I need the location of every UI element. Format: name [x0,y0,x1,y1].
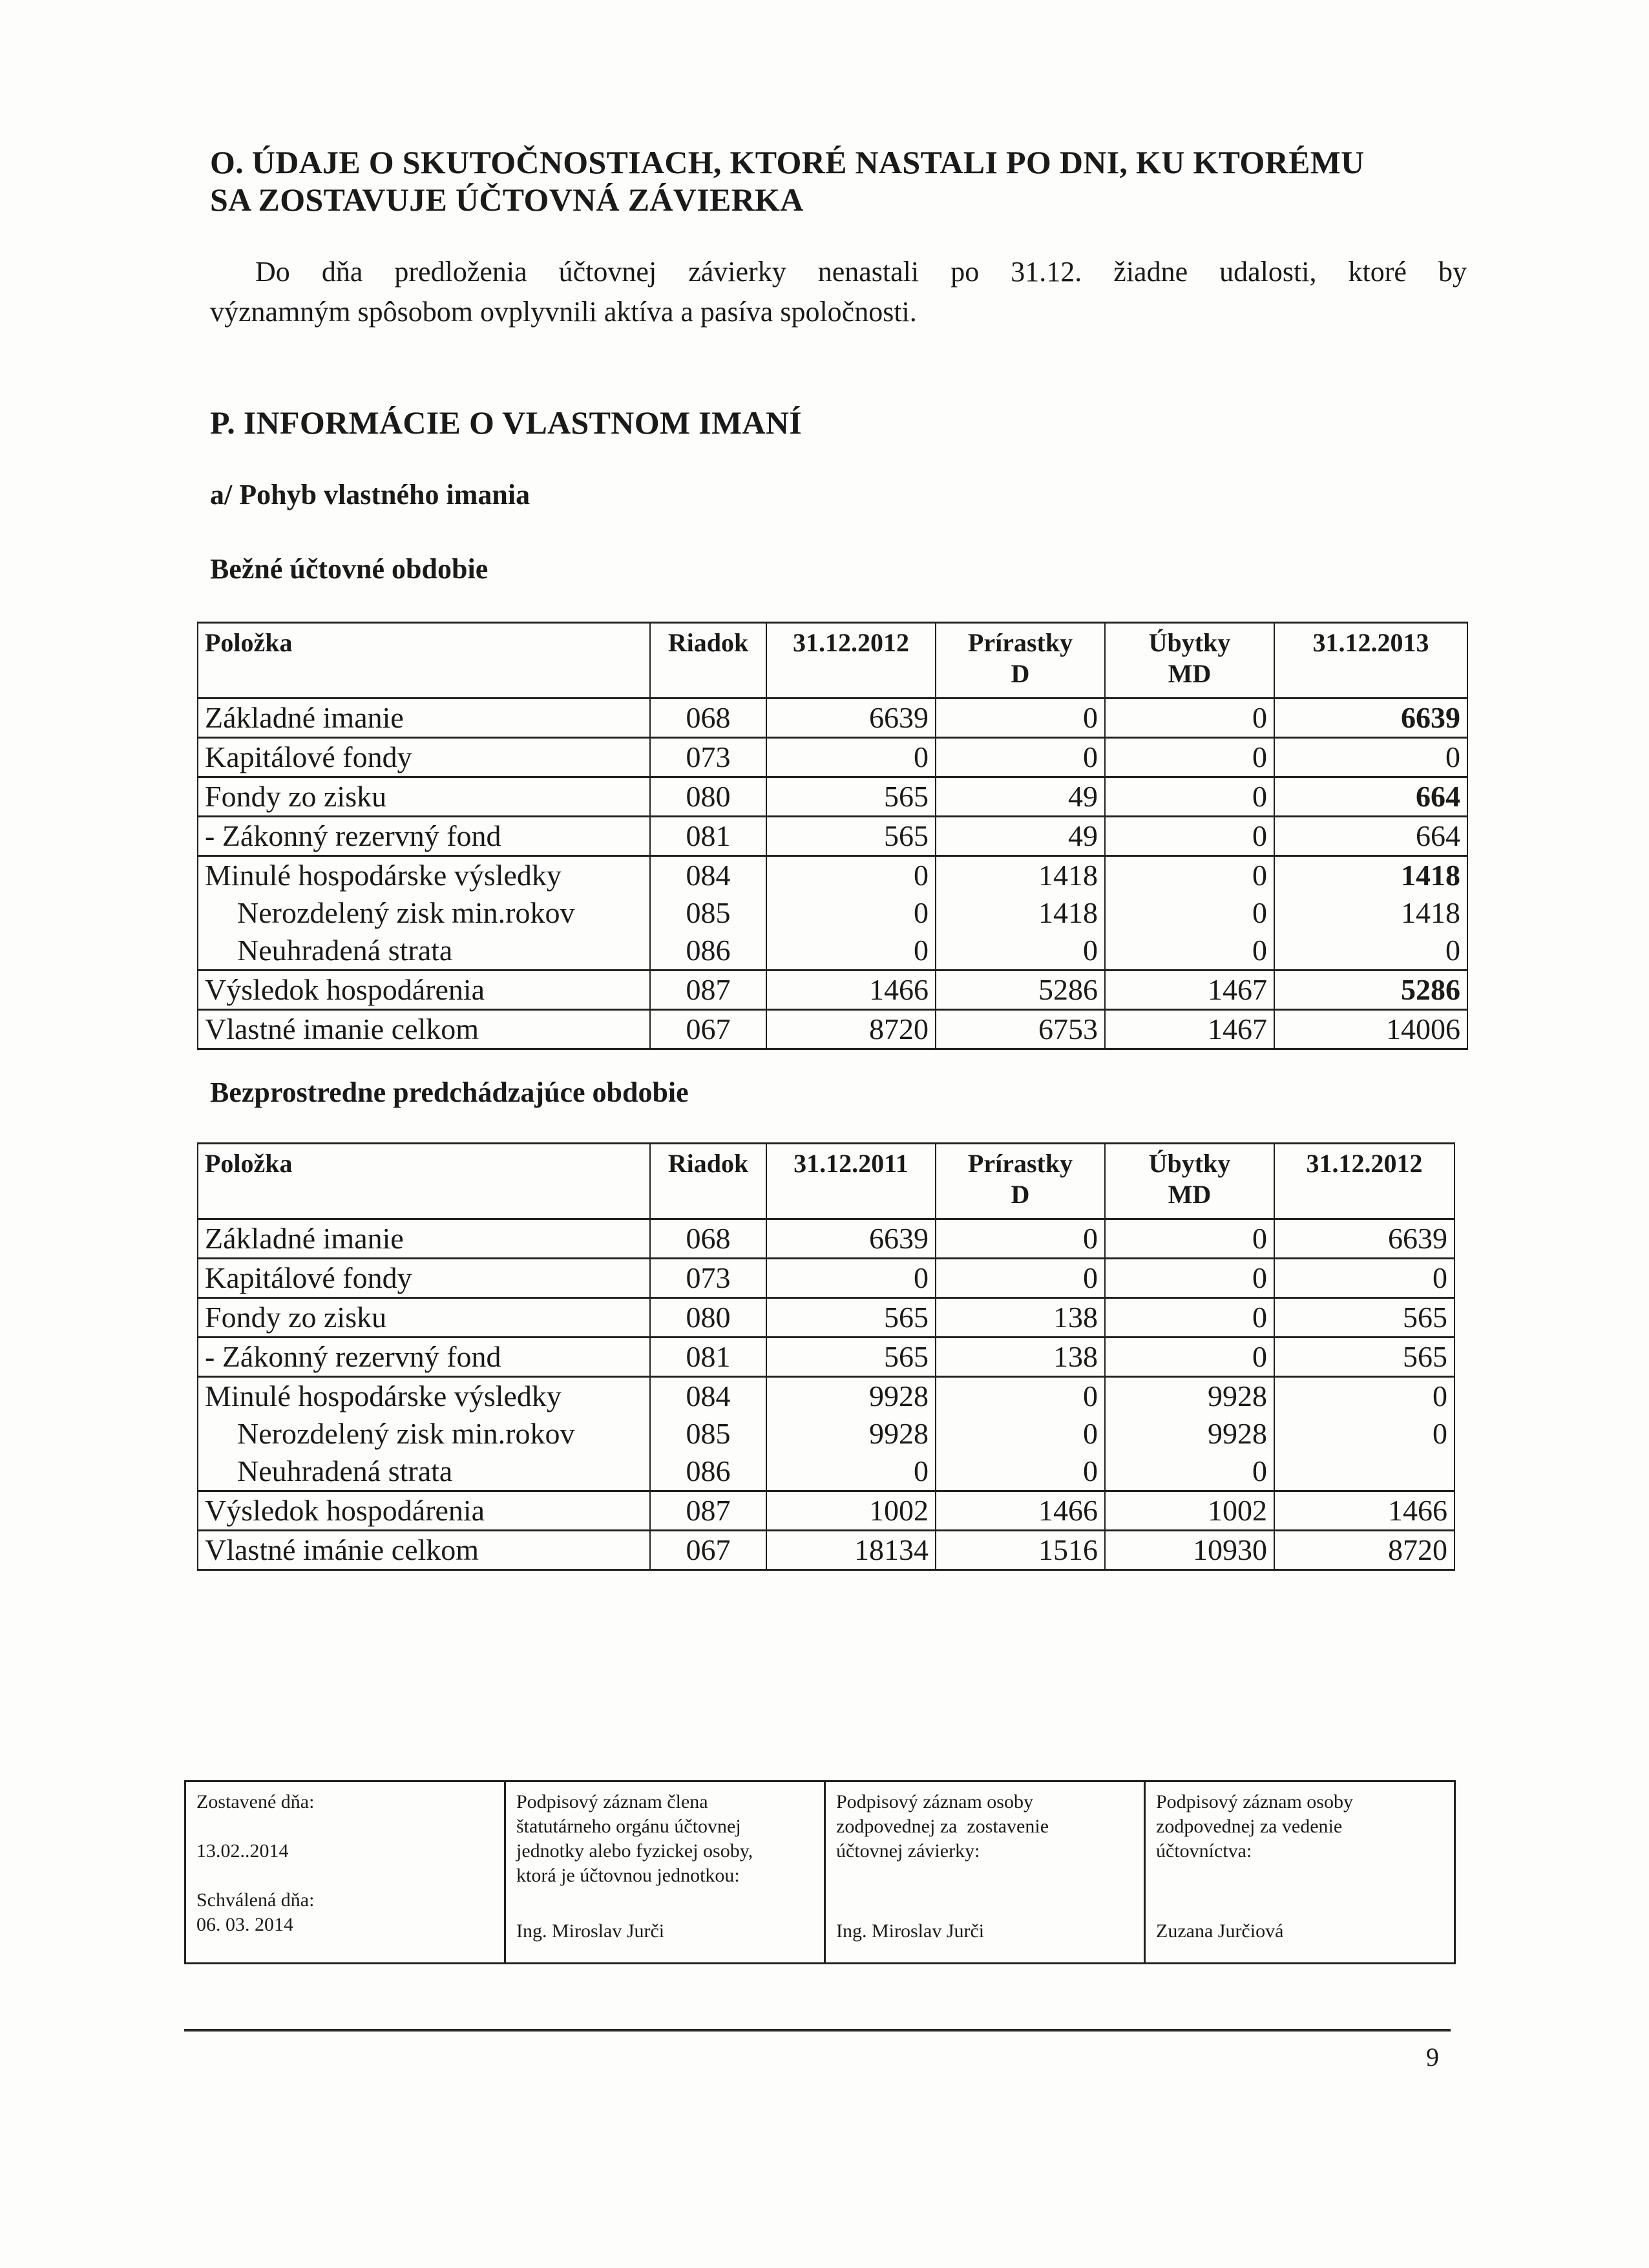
compiler-line1: Podpisový záznam osoby [836,1791,1033,1812]
statutory-line1: Podpisový záznam člena [516,1791,708,1812]
statutory-name: Ing. Miroslav Jurči [516,1920,665,1942]
dates-cell [185,1781,505,1964]
row-number: 081 [650,817,766,856]
approved-label: Schválená dňa: [196,1889,315,1911]
row-increase: 138 [936,1298,1105,1338]
table-row [198,1010,1467,1049]
row-label: Neuhradená strata [198,1453,650,1491]
compiled-date: 13.02..2014 [196,1840,289,1862]
row-label: Základné imanie [198,698,650,738]
row-label: Minulé hospodárske výsledky [198,856,650,895]
header-decrease-l2: MD [1168,659,1212,688]
row-increase: 0 [936,1259,1105,1298]
header-decrease-l1: Úbytky [1148,1149,1231,1178]
row-number: 087 [650,971,766,1010]
compiler-signature-cell [825,1781,1145,1964]
row-start: 565 [766,1338,936,1377]
row-decrease: 1467 [1105,971,1274,1010]
row-decrease: 0 [1105,1298,1274,1338]
row-increase: 1466 [936,1491,1105,1531]
row-increase: 0 [936,932,1105,971]
header-row: Riadok [650,1144,766,1219]
approved-date: 06. 03. 2014 [196,1914,293,1935]
table-row [198,1415,1455,1453]
header-start: 31.12.2012 [766,623,936,698]
row-start: 0 [766,1259,936,1298]
row-end: 0 [1274,932,1467,971]
row-number: 068 [650,1219,766,1259]
statutory-signature-cell [505,1781,825,1964]
table-row [198,738,1467,777]
row-start: 0 [766,932,936,971]
header-increase [936,623,1105,698]
compiler-line3: účtovnej závierky: [836,1840,980,1862]
row-end: 0 [1274,1377,1455,1416]
row-increase: 5286 [936,971,1105,1010]
row-start: 0 [766,738,936,777]
row-label: Fondy zo zisku [198,777,650,817]
row-label: Výsledok hospodárenia [198,971,650,1010]
row-decrease: 0 [1105,1338,1274,1377]
row-increase: 0 [936,1219,1105,1259]
previous-period-heading: Bezprostredne predchádzajúce obdobie [210,1076,689,1108]
bookkeeper-name: Zuzana Jurčiová [1156,1920,1284,1942]
table-row [198,1338,1455,1377]
row-label: - Zákonný rezervný fond [198,1338,650,1377]
row-number: 086 [650,1453,766,1491]
row-end: 8720 [1274,1531,1455,1570]
table-row [198,894,1467,932]
row-increase: 49 [936,817,1105,856]
header-end: 31.12.2012 [1274,1144,1455,1219]
row-number: 087 [650,1491,766,1531]
row-increase: 1418 [936,894,1105,932]
statutory-line4: ktorá je účtovnou jednotkou: [516,1865,740,1886]
row-label: - Zákonný rezervný fond [198,817,650,856]
row-end: 6639 [1274,698,1467,738]
row-decrease: 0 [1105,856,1274,895]
table-row [198,817,1467,856]
header-increase-l1: Prírastky [967,628,1073,657]
bookkeeper-signature-cell [1145,1781,1455,1964]
row-decrease: 0 [1105,1259,1274,1298]
row-start: 9928 [766,1377,936,1416]
section-o-title [210,143,1365,218]
header-increase-l2: D [1011,659,1030,688]
section-o-title-line1: O. ÚDAJE O SKUTOČNOSTIACH, KTORÉ NASTALI PO DNI, KU KTORÉMU [210,144,1365,180]
row-start: 1466 [766,971,936,1010]
row-increase: 0 [936,1415,1105,1453]
row-start: 565 [766,1298,936,1338]
row-decrease: 0 [1105,1219,1274,1259]
row-decrease: 0 [1105,1453,1274,1491]
row-increase: 0 [936,1453,1105,1491]
page-number: 9 [1426,2042,1439,2072]
current-period-table [197,622,1468,1050]
header-decrease-l1: Úbytky [1148,628,1231,657]
row-decrease: 1467 [1105,1010,1274,1049]
bookkeeper-line2: zodpovednej za vedenie [1156,1816,1343,1837]
row-number: 084 [650,1377,766,1416]
table-row [198,971,1467,1010]
row-end [1274,1453,1455,1491]
row-start: 6639 [766,1219,936,1259]
section-o-paragraph [210,252,1467,332]
table-row [198,932,1467,971]
statutory-line3: jednotky alebo fyzickej osoby, [516,1840,753,1862]
previous-period-table [197,1142,1455,1571]
table-row [198,1531,1455,1570]
row-decrease: 9928 [1105,1415,1274,1453]
signature-table [184,1780,1456,1964]
row-number: 068 [650,698,766,738]
section-p-title: P. INFORMÁCIE O VLASTNOM IMANÍ [210,404,803,441]
row-start: 1002 [766,1491,936,1531]
table-row [198,1491,1455,1531]
row-start: 18134 [766,1531,936,1570]
row-number: 080 [650,1298,766,1338]
row-number: 073 [650,738,766,777]
row-end: 565 [1274,1298,1455,1338]
table-row [198,1453,1455,1491]
row-number: 067 [650,1531,766,1570]
current-period-heading: Bežné účtovné obdobie [210,553,488,585]
table-row [198,1298,1455,1338]
row-end: 0 [1274,738,1467,777]
row-number: 086 [650,932,766,971]
table-row [198,777,1467,817]
row-number: 085 [650,894,766,932]
row-end: 1466 [1274,1491,1455,1531]
compiler-name: Ing. Miroslav Jurči [836,1920,985,1942]
header-increase [936,1144,1105,1219]
row-label: Kapitálové fondy [198,738,650,777]
footer-divider [184,2029,1451,2032]
row-number: 085 [650,1415,766,1453]
row-decrease: 0 [1105,777,1274,817]
row-number: 073 [650,1259,766,1298]
row-start: 6639 [766,698,936,738]
row-label: Nerozdelený zisk min.rokov [198,894,650,932]
header-row: Riadok [650,623,766,698]
bookkeeper-line1: Podpisový záznam osoby [1156,1791,1353,1812]
row-increase: 49 [936,777,1105,817]
header-item: Položka [198,623,650,698]
row-decrease: 0 [1105,817,1274,856]
header-increase-l1: Prírastky [967,1149,1073,1178]
row-end: 664 [1274,777,1467,817]
table-row [198,1259,1455,1298]
row-decrease: 9928 [1105,1377,1274,1416]
row-end: 565 [1274,1338,1455,1377]
row-label: Kapitálové fondy [198,1259,650,1298]
row-increase: 6753 [936,1010,1105,1049]
row-increase: 0 [936,1377,1105,1416]
row-start: 0 [766,856,936,895]
row-decrease: 0 [1105,932,1274,971]
section-o-title-line2: SA ZOSTAVUJE ÚČTOVNÁ ZÁVIERKA [210,182,804,218]
row-label: Základné imanie [198,1219,650,1259]
header-increase-l2: D [1011,1180,1030,1209]
row-end: 664 [1274,817,1467,856]
row-number: 081 [650,1338,766,1377]
row-decrease: 10930 [1105,1531,1274,1570]
table-header-row [198,1144,1455,1219]
row-start: 565 [766,817,936,856]
header-decrease [1105,623,1274,698]
row-end: 1418 [1274,856,1467,895]
compiler-line2: zodpovednej za zostavenie [836,1816,1049,1837]
table-row [198,856,1467,895]
row-number: 080 [650,777,766,817]
row-end: 1418 [1274,894,1467,932]
row-decrease: 0 [1105,894,1274,932]
row-increase: 1516 [936,1531,1105,1570]
header-decrease-l2: MD [1168,1180,1212,1209]
row-end: 0 [1274,1259,1455,1298]
row-increase: 138 [936,1338,1105,1377]
row-start: 8720 [766,1010,936,1049]
table-row [198,1219,1455,1259]
row-increase: 1418 [936,856,1105,895]
row-decrease: 0 [1105,698,1274,738]
row-decrease: 0 [1105,738,1274,777]
section-p-subtitle: a/ Pohyb vlastného imania [210,479,530,510]
row-end: 6639 [1274,1219,1455,1259]
row-end: 5286 [1274,971,1467,1010]
table-header-row [198,623,1467,698]
row-number: 084 [650,856,766,895]
row-label: Nerozdelený zisk min.rokov [198,1415,650,1453]
row-increase: 0 [936,698,1105,738]
row-end: 14006 [1274,1010,1467,1049]
row-label: Fondy zo zisku [198,1298,650,1338]
row-start: 565 [766,777,936,817]
compiled-label: Zostavené dňa: [196,1791,315,1812]
row-number: 067 [650,1010,766,1049]
bookkeeper-line3: účtovníctva: [1156,1840,1252,1862]
header-decrease [1105,1144,1274,1219]
table-row [198,698,1467,738]
row-end: 0 [1274,1415,1455,1453]
row-label: Minulé hospodárske výsledky [198,1377,650,1416]
header-start: 31.12.2011 [766,1144,936,1219]
paragraph-line2: významným spôsobom ovplyvnili aktíva a pasíva spoločnosti. [210,296,917,328]
paragraph-line1: Do dňa predloženia účtovnej závierky nenastali po 31.12. žiadne udalosti, ktoré by [255,256,1467,288]
header-end: 31.12.2013 [1274,623,1467,698]
row-decrease: 1002 [1105,1491,1274,1531]
row-label: Vlastné imanie celkom [198,1010,650,1049]
row-start: 0 [766,1453,936,1491]
row-increase: 0 [936,738,1105,777]
row-label: Vlastné imánie celkom [198,1531,650,1570]
table-row [198,1377,1455,1416]
row-label: Výsledok hospodárenia [198,1491,650,1531]
statutory-line2: štatutárneho orgánu účtovnej [516,1816,741,1837]
header-item: Položka [198,1144,650,1219]
row-label: Neuhradená strata [198,932,650,971]
row-start: 0 [766,894,936,932]
row-start: 9928 [766,1415,936,1453]
